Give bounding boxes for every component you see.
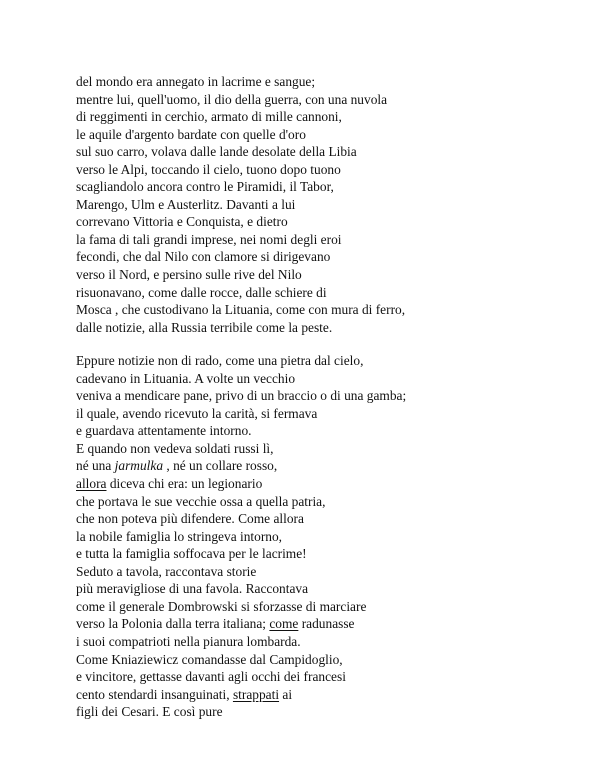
text-segment: fecondi, che dal Nilo con clamore si dirigevano [76, 249, 331, 265]
poem-line [76, 545, 576, 563]
poem-line [76, 668, 576, 686]
poem-line [76, 563, 576, 581]
text-segment: figli dei Cesari. E così pure [76, 704, 223, 720]
underlined-word: allora [76, 476, 107, 492]
text-segment: né una [76, 458, 115, 474]
text-segment: la nobile famiglia lo stringeva intorno, [76, 528, 283, 544]
text-segment: veniva a mendicare pane, privo di un braccio o di una gamba; [76, 388, 407, 404]
poem-line [76, 178, 576, 196]
text-segment: verso il Nord, e persino sulle rive del Nilo [76, 267, 302, 283]
text-segment: che non poteva più difendere. Come allora [76, 511, 304, 527]
poem-line [76, 475, 576, 493]
italic-word: jarmulka [114, 458, 164, 474]
poem-line [76, 703, 576, 721]
text-segment: risuonavano, come dalle rocce, dalle schiere di [76, 284, 327, 300]
poem-line [76, 405, 576, 423]
text-segment: verso le Alpi, toccando il cielo, tuono dopo tuono [76, 161, 341, 177]
text-segment: e tutta la famiglia soffocava per le lacrime! [76, 546, 307, 562]
text-segment: che portava le sue vecchie ossa a quella patria, [76, 493, 326, 509]
poem-line [76, 686, 576, 704]
text-segment: mentre lui, quell'uomo, il dio della guerra, con una nuvola [76, 91, 388, 107]
text-segment: diceva chi era: un legionario [106, 476, 263, 492]
text-segment: scagliandolo ancora contro le Piramidi, il Tabor, [76, 179, 334, 195]
underlined-word: come [269, 616, 299, 632]
stanza [76, 352, 576, 720]
text-segment: Eppure notizie non di rado, come una pietra dal cielo, [76, 353, 364, 369]
text-segment: la fama di tali grandi imprese, nei nomi degli eroi [76, 231, 342, 247]
poem-line [76, 598, 576, 616]
poem-line [76, 108, 576, 126]
text-segment: radunasse [298, 616, 355, 632]
text-segment: le aquile d'argento bardate con quelle d'oro [76, 126, 306, 142]
text-segment: E quando non vedeva soldati russi lì, [76, 440, 274, 456]
text-segment: Seduto a tavola, raccontava storie [76, 563, 257, 579]
text-segment: cento stendardi insanguinati, [76, 686, 233, 702]
poem-line [76, 73, 576, 91]
poem-line [76, 457, 576, 475]
poem-line [76, 633, 576, 651]
text-segment: ai [279, 686, 293, 702]
text-segment: , né un collare rosso, [163, 458, 278, 474]
poem-line [76, 319, 576, 337]
underlined-word: strappati [232, 686, 280, 702]
poem-line [76, 143, 576, 161]
poem-line [76, 615, 576, 633]
text-segment: cadevano in Lituania. A volte un vecchio [76, 370, 296, 386]
text-segment: più meravigliose di una favola. Raccontava [76, 581, 309, 597]
poem-line [76, 352, 576, 370]
poem-line [76, 651, 576, 669]
text-segment: sul suo carro, volava dalle lande desolate della Libia [76, 144, 357, 160]
poem-line [76, 387, 576, 405]
text-segment: del mondo era annegato in lacrime e sangue; [76, 74, 316, 89]
text-segment: i suoi compatrioti nella pianura lombarda. [76, 633, 301, 649]
text-segment: Come Kniaziewicz comandasse dal Campidoglio, [76, 651, 343, 667]
text-segment: correvano Vittoria e Conquista, e dietro [76, 214, 288, 230]
text-segment: di reggimenti in cerchio, armato di mille cannoni, [76, 109, 342, 125]
text-segment: come il generale Dombrowski si sforzasse di marciare [76, 598, 367, 614]
poem-line [76, 196, 576, 214]
poem-line [76, 284, 576, 302]
text-segment: e guardava attentamente intorno. [76, 423, 252, 439]
poem-line [76, 301, 576, 319]
text-segment: verso la Polonia dalla terra italiana; [76, 616, 270, 632]
text-segment: Mosca , che custodivano la Lituania, come con mura di ferro, [76, 302, 406, 318]
poem-line [76, 528, 576, 546]
poem-line [76, 493, 576, 511]
poem-line [76, 161, 576, 179]
text-segment: dalle notizie, alla Russia terribile come la peste. [76, 319, 333, 335]
poem-line [76, 580, 576, 598]
poem-line [76, 126, 576, 144]
poem-line [76, 422, 576, 440]
poem-line [76, 213, 576, 231]
poem-line [76, 231, 576, 249]
poem-line [76, 440, 576, 458]
poem-line [76, 248, 576, 266]
text-segment: il quale, avendo ricevuto la carità, si fermava [76, 405, 318, 421]
poem-line [76, 370, 576, 388]
poem-text [76, 73, 576, 721]
stanza [76, 73, 576, 336]
poem-line [76, 91, 576, 109]
poem-line [76, 266, 576, 284]
text-segment: e vincitore, gettasse davanti agli occhi dei francesi [76, 669, 346, 685]
text-segment: Marengo, Ulm e Austerlitz. Davanti a lui [76, 196, 296, 212]
poem-line [76, 510, 576, 528]
